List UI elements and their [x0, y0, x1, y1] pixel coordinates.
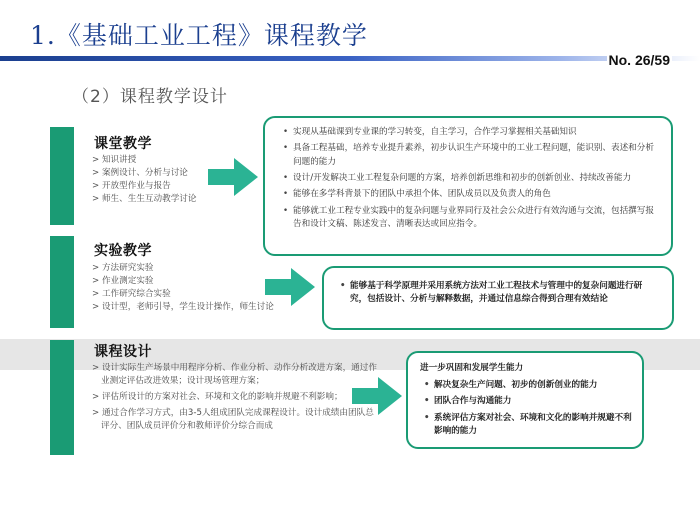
outcome-item: • 能够就工业工程专业实践中的复杂问题与业界同行及社会公众进行有效沟通与交流，包括撰写报告和设计文稿、陈述发言、清晰表达或回应指令。 — [279, 205, 659, 232]
section-marker-design — [50, 340, 74, 455]
outcome-item: • 能够基于科学原理并采用系统方法对工业工程技术与管理中的复杂问题进行研究，包括设计、分析与解释数据，并通过信息综合得到合理有效结论 — [336, 280, 658, 307]
slide-title: 1.《基础工业工程》课程教学 — [30, 21, 368, 50]
list-item: > 师生、生生互动教学讨论 — [92, 193, 196, 206]
title-underline — [0, 56, 700, 61]
list-item: > 开放型作业与报告 — [92, 180, 196, 193]
design-list — [92, 362, 382, 432]
list-item: > 设计型，老师引导，学生设计操作，师生讨论 — [92, 301, 274, 314]
list-item: > 案例设计、分析与讨论 — [92, 167, 196, 180]
lab-list — [92, 262, 274, 314]
section-title-lab: 实验教学 — [94, 243, 152, 259]
list-item: > 作业测定实验 — [92, 275, 274, 288]
outcome-item: • 能够在多学科背景下的团队中承担个体、团队成员以及负责人的角色 — [279, 188, 659, 201]
arrow-right-icon — [208, 158, 258, 196]
list-item: > 工作研究综合实验 — [92, 288, 274, 301]
arrow-right-icon — [265, 268, 315, 306]
outcome-box-classroom — [263, 116, 673, 256]
outcome-item: • 设计/开发解决工业工程复杂问题的方案，培养创新思维和初步的创新创业、持续改善能力 — [279, 172, 659, 185]
list-item: > 设计实际生产场景中用程序分析、作业分析、动作分析改进方案，通过作业测定评估改进效果；设计现场管理方案； — [92, 362, 382, 388]
section-title-classroom: 课堂教学 — [94, 136, 152, 152]
outcome-item: • 具备工程基础，培养专业提升素养，初步认识生产环境中的工业工程问题，能识别、表述和分析问题的能力 — [279, 142, 659, 169]
classroom-list — [92, 154, 196, 206]
outcome-item: • 解决复杂生产问题、初步的创新创业的能力 — [420, 379, 632, 392]
list-item: > 评估所设计的方案对社会、环境和文化的影响并规避不利影响； — [92, 391, 382, 404]
section-subtitle: （2）课程教学设计 — [72, 87, 228, 107]
section-title-design: 课程设计 — [94, 344, 152, 360]
outcome-item: • 团队合作与沟通能力 — [420, 395, 632, 408]
section-marker-classroom — [50, 127, 74, 225]
outcome-box-lab — [322, 266, 674, 330]
outcome-item: • 系统评估方案对社会、环境和文化的影响并规避不利影响的能力 — [420, 412, 632, 439]
arrow-right-icon — [352, 377, 402, 415]
list-item: > 通过合作学习方式，由3-5人组成团队完成课程设计。设计成绩由团队总评分、团队成员评价分和教师评价分综合而成 — [92, 407, 382, 433]
outcome-box-design — [406, 351, 644, 449]
outcome-item: • 实现从基础课到专业课的学习转变，自主学习，合作学习掌握相关基础知识 — [279, 126, 659, 139]
list-item: > 知识讲授 — [92, 154, 196, 167]
list-item: > 方法研究实验 — [92, 262, 274, 275]
section-marker-lab — [50, 236, 74, 328]
page-number: No. 26/59 — [608, 52, 670, 68]
outcome-heading: 进一步巩固和发展学生能力 — [420, 363, 524, 373]
